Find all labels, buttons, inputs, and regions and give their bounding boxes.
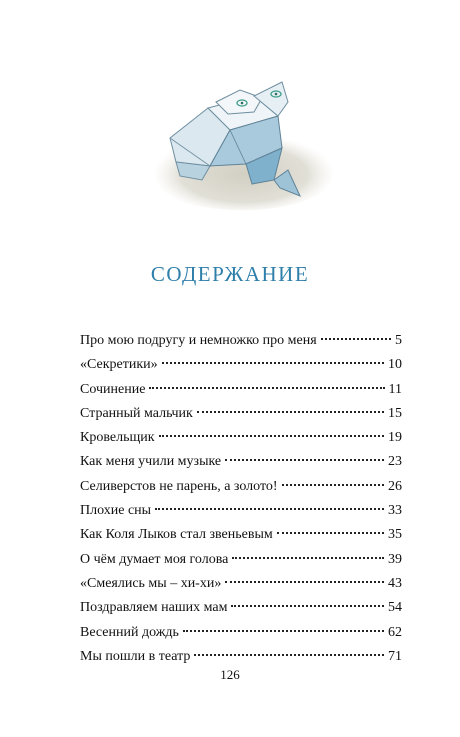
toc-entry-title: Как меня учили музыке	[80, 454, 222, 470]
toc-entry-page: 11	[388, 381, 402, 397]
toc-entry-title: О чём думает моя голова	[80, 551, 229, 567]
toc-entry[interactable]	[80, 501, 402, 525]
toc-entry-page: 35	[388, 527, 402, 543]
toc-entry-page: 39	[388, 551, 402, 567]
toc-entry[interactable]	[80, 623, 402, 647]
toc-entry-title: Как Коля Лыков стал звеньевым	[80, 527, 273, 543]
toc-entry-title: Про мою подругу и немножко про меня	[80, 333, 317, 348]
toc-entry[interactable]	[80, 428, 402, 452]
toc-entry-page: 15	[388, 405, 402, 421]
toc-entry-page: 54	[388, 600, 402, 616]
toc-leader-dots	[277, 532, 384, 534]
toc-leader-dots	[232, 557, 384, 559]
toc-entry-title: Плохие сны	[80, 503, 152, 519]
toc-entry-title: Кровельщик	[80, 430, 155, 446]
toc-leader-dots	[321, 338, 391, 340]
toc-entry-title: «Смеялись мы – хи-хи»	[80, 575, 222, 591]
toc-entry-page: 71	[388, 648, 402, 664]
toc-leader-dots	[183, 630, 384, 632]
toc-leader-dots	[149, 387, 384, 389]
toc-entry-page: 43	[388, 575, 402, 591]
toc-entry-page: 26	[388, 478, 402, 494]
toc-leader-dots	[231, 605, 384, 607]
toc-entry[interactable]	[80, 598, 402, 622]
toc-entry-title: Поздравляем наших мам	[80, 600, 228, 616]
toc-entry[interactable]	[80, 477, 402, 501]
toc-entry-page: 33	[388, 503, 402, 519]
toc-entry[interactable]	[80, 525, 402, 549]
toc-entry-title: Селиверстов не парень, а золото!	[80, 478, 278, 494]
toc-entry-title: Весенний дождь	[80, 624, 179, 640]
toc-leader-dots	[197, 411, 384, 413]
toc-entry-title: «Секретики»	[80, 357, 158, 373]
toc-leader-dots	[155, 508, 384, 510]
toc-entry-page: 23	[388, 454, 402, 470]
table-of-contents	[80, 331, 402, 671]
toc-entry[interactable]	[80, 452, 402, 476]
page-number: 126	[220, 667, 240, 682]
toc-entry[interactable]	[80, 331, 402, 355]
toc-entry[interactable]	[80, 355, 402, 379]
toc-entry-title: Странный мальчик	[80, 405, 193, 421]
origami-frog-icon	[150, 68, 340, 218]
toc-entry[interactable]	[80, 380, 402, 404]
toc-entry-page: 5	[395, 333, 402, 348]
toc-entry-title: Мы пошли в театр	[80, 648, 191, 664]
contents-title: СОДЕРЖАНИЕ	[150, 262, 310, 286]
toc-leader-dots	[225, 459, 384, 461]
toc-entry-page: 62	[388, 624, 402, 640]
toc-entry-page: 19	[388, 430, 402, 446]
toc-entry[interactable]	[80, 574, 402, 598]
toc-leader-dots	[159, 435, 384, 437]
toc-entry[interactable]	[80, 404, 402, 428]
toc-leader-dots	[194, 654, 384, 656]
toc-entry-title: Сочинение	[80, 381, 146, 397]
toc-entry[interactable]	[80, 550, 402, 574]
toc-leader-dots	[162, 362, 384, 364]
toc-leader-dots	[282, 484, 384, 486]
toc-entry-page: 10	[388, 357, 402, 373]
toc-leader-dots	[225, 581, 384, 583]
